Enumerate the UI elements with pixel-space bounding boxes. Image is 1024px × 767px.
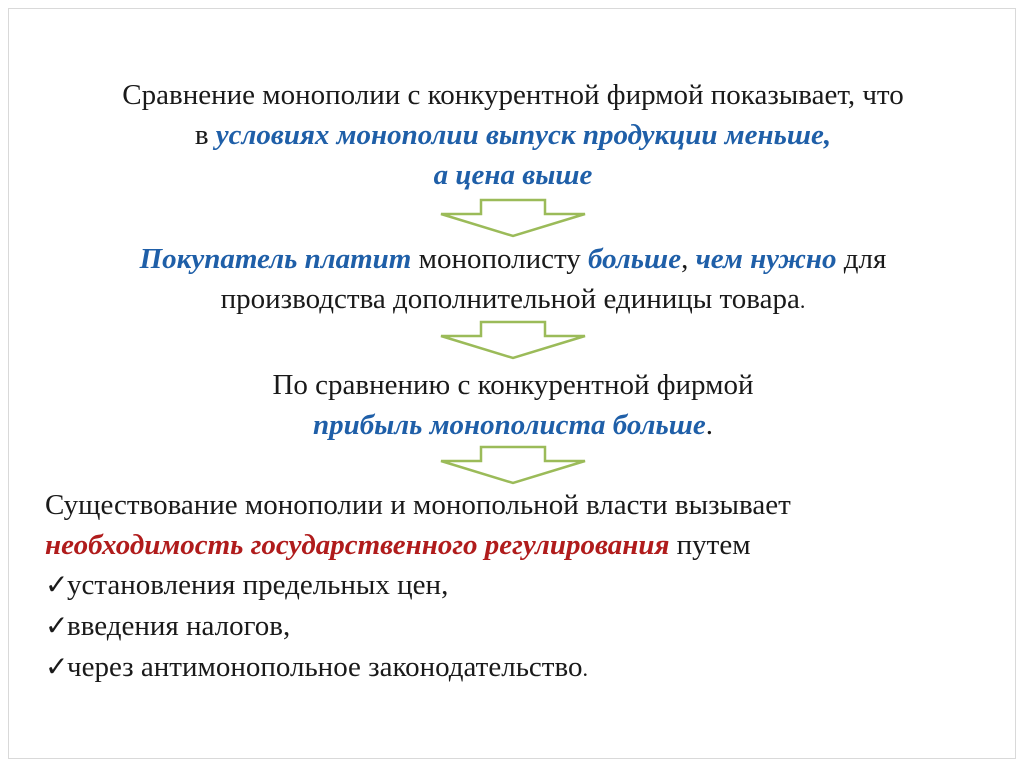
block1-line3: а цена выше — [433, 159, 593, 191]
slide — [8, 8, 1016, 759]
list-item — [45, 565, 1005, 606]
list-item-text: введения налогов, — [67, 610, 291, 642]
block-regulation — [45, 485, 1005, 689]
block2-emph3: чем нужно — [695, 243, 837, 275]
block2-line1 — [9, 239, 1017, 279]
block2-line2 — [9, 279, 1017, 321]
down-arrow-icon — [433, 320, 593, 360]
block3-line2 — [9, 405, 1017, 445]
checkmark-icon: ✓ — [45, 611, 69, 642]
block4-emph: необходимость государственного регулирования — [45, 529, 670, 561]
block-profit — [9, 365, 1017, 445]
block2-emph2: больше — [588, 243, 682, 275]
list-item — [45, 647, 1005, 689]
block2-line2-text: производства дополнительной единицы товара — [220, 283, 800, 315]
block2-text3: для — [836, 243, 887, 275]
down-arrow-icon — [433, 445, 593, 485]
checkmark-icon: ✓ — [45, 570, 69, 601]
block3-emph: прибыль монополиста больше — [312, 409, 706, 441]
block1-line2-emph: условиях монополии выпуск продукции меньше, — [215, 119, 832, 151]
checkmark-icon: ✓ — [45, 652, 69, 683]
block4-line2 — [45, 525, 1005, 565]
block3-line1: По сравнению с конкурентной фирмой — [272, 369, 754, 401]
list-item — [45, 606, 1005, 647]
block1-line2 — [9, 115, 1017, 155]
list-item-end: . — [582, 656, 588, 681]
block1-line2-prefix: в — [194, 119, 216, 151]
block3-end: . — [705, 409, 714, 441]
block-comparison — [9, 75, 1017, 195]
block4-after: путем — [669, 529, 751, 561]
block2-line2-end: . — [799, 288, 806, 313]
block2-text1: монополисту — [411, 243, 589, 275]
block-buyer — [9, 239, 1017, 321]
list-item-text: через антимонопольное законодательство — [67, 651, 583, 683]
list-item-text: установления предельных цен, — [67, 569, 449, 601]
block2-emph1: Покупатель платит — [139, 243, 412, 275]
down-arrow-icon — [433, 198, 593, 238]
block1-line1: Сравнение монополии с конкурентной фирмой показывает, что — [122, 79, 904, 111]
block2-text2: , — [681, 243, 696, 275]
block4-line1: Существование монополии и монопольной власти вызывает — [45, 489, 791, 521]
